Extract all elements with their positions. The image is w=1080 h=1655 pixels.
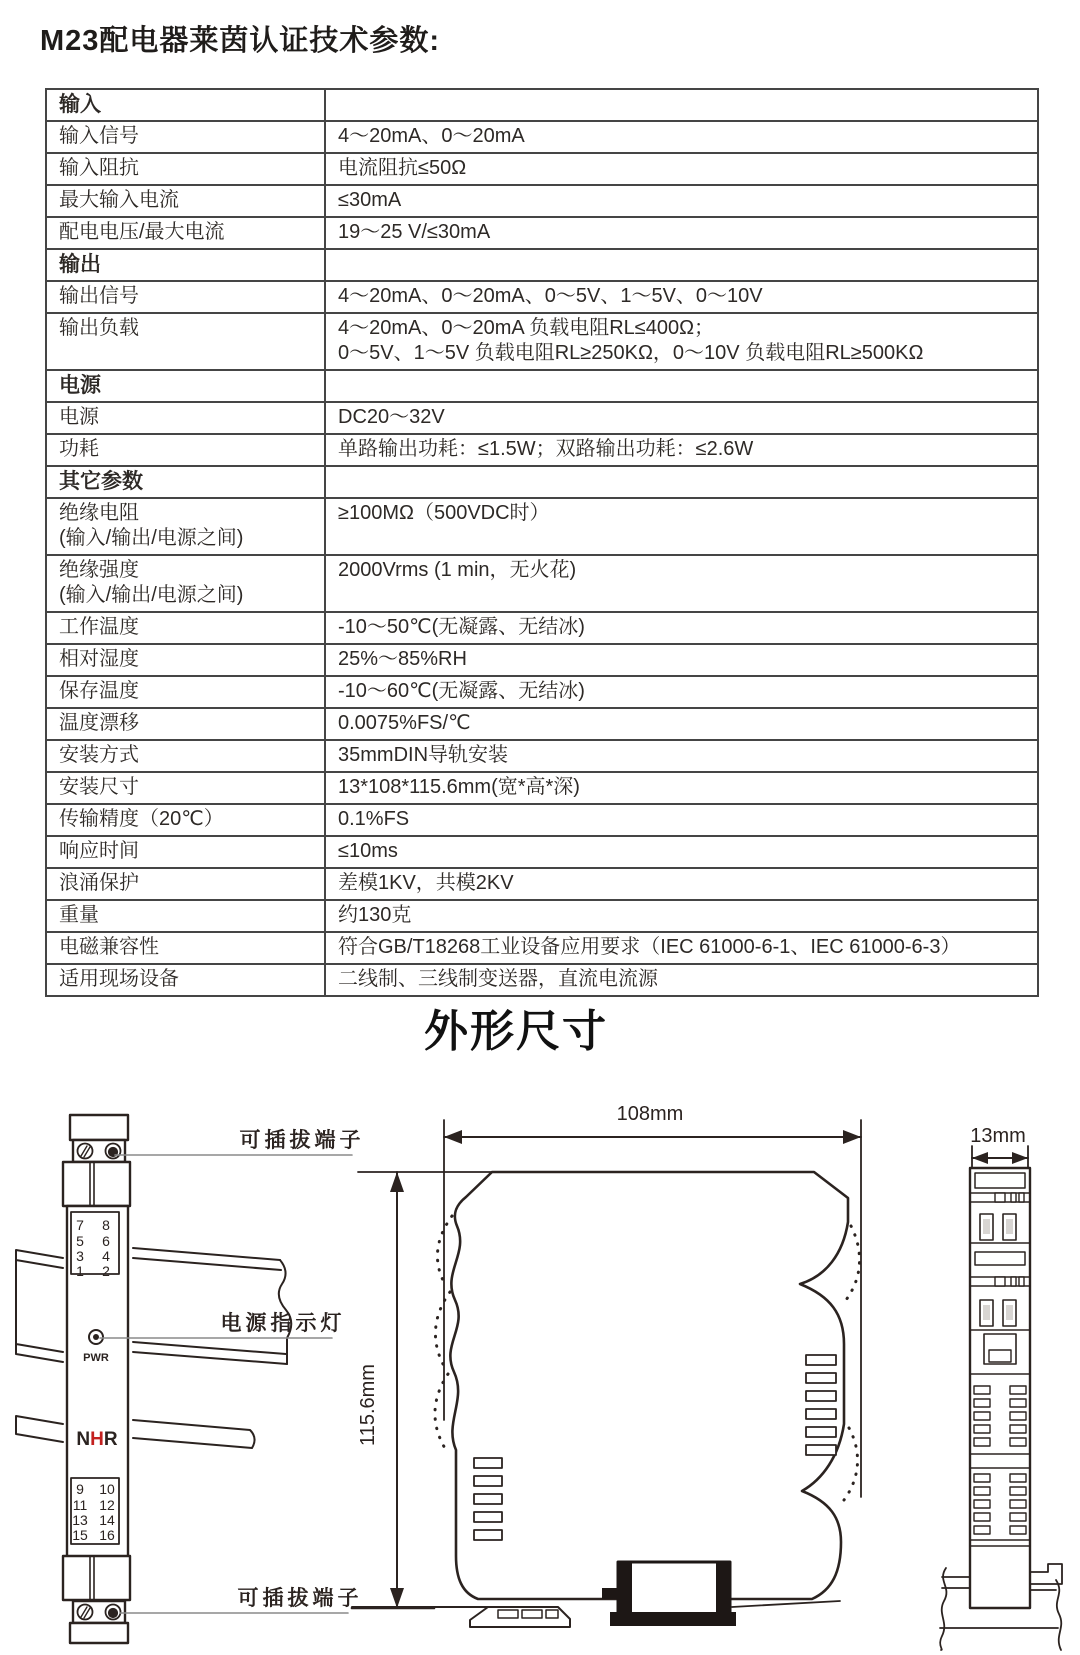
spec-value <box>325 89 1038 121</box>
spec-value: 电流阻抗≤50Ω <box>325 153 1038 185</box>
dim-13-label: 13mm <box>970 1125 1026 1147</box>
spec-value <box>325 249 1038 281</box>
spec-value: 4～20mA、0～20mA <box>325 121 1038 153</box>
table-row <box>46 740 1038 772</box>
svg-text:9: 9 <box>76 1481 84 1497</box>
spec-table-body <box>46 89 1038 996</box>
spec-label: 输出负载 <box>46 313 325 370</box>
spec-label: 传输精度（20℃） <box>46 804 325 836</box>
top-cap <box>70 1115 128 1140</box>
spec-value: 差模1KV，共模2KV <box>325 868 1038 900</box>
spec-label: 输出信号 <box>46 281 325 313</box>
spec-label: 输入信号 <box>46 121 325 153</box>
svg-text:13: 13 <box>72 1512 88 1528</box>
top-collar <box>63 1162 130 1206</box>
spec-value: DC20～32V <box>325 402 1038 434</box>
spec-label: 工作温度 <box>46 612 325 644</box>
table-row <box>46 121 1038 153</box>
dim-108-label: 108mm <box>616 1103 684 1125</box>
spec-value <box>325 466 1038 498</box>
spec-label: 配电电压/最大电流 <box>46 217 325 249</box>
outline-section-title: 外形尺寸 <box>424 1007 608 1056</box>
svg-text:10: 10 <box>99 1481 115 1497</box>
spec-value: ≤30mA <box>325 185 1038 217</box>
svg-text:4: 4 <box>102 1248 110 1264</box>
spec-table <box>45 88 1039 997</box>
spec-label: 绝缘电阻 (输入/输出/电源之间) <box>46 498 325 555</box>
module-front-view <box>63 1115 130 1643</box>
table-row <box>46 900 1038 932</box>
pluggable-top-label: 可插拔端子 <box>239 1129 365 1152</box>
table-row <box>46 964 1038 996</box>
spec-label: 输入 <box>46 89 325 121</box>
table-row <box>46 868 1038 900</box>
table-row <box>46 281 1038 313</box>
svg-text:15: 15 <box>72 1527 88 1543</box>
outline-drawing <box>0 1020 1080 1655</box>
table-row <box>46 313 1038 370</box>
spec-label: 输入阻抗 <box>46 153 325 185</box>
spec-value: 二线制、三线制变送器，直流电流源 <box>325 964 1038 996</box>
spec-value: -10～50℃(无凝露、无结冰) <box>325 612 1038 644</box>
spec-label: 适用现场设备 <box>46 964 325 996</box>
spec-value: ≤10ms <box>325 836 1038 868</box>
svg-text:6: 6 <box>102 1233 110 1249</box>
spec-value: 符合GB/T18268工业设备应用要求（IEC 61000-6-1、IEC 61000-6-3） <box>325 932 1038 964</box>
spec-label: 保存温度 <box>46 676 325 708</box>
spec-label: 输出 <box>46 249 325 281</box>
table-section-row <box>46 466 1038 498</box>
spec-label: 重量 <box>46 900 325 932</box>
spec-value: 25%～85%RH <box>325 644 1038 676</box>
spec-value: 4～20mA、0～20mA、0～5V、1～5V、0～10V <box>325 281 1038 313</box>
table-row <box>46 836 1038 868</box>
dim-115-label: 115.6mm <box>357 1364 379 1446</box>
table-row <box>46 434 1038 466</box>
spec-label: 电源 <box>46 370 325 402</box>
svg-text:7: 7 <box>76 1217 84 1233</box>
dimension-13mm <box>970 1125 1028 1170</box>
spec-label: 最大输入电流 <box>46 185 325 217</box>
module-side-view <box>450 1172 848 1599</box>
spec-value <box>325 370 1038 402</box>
spec-label: 绝缘强度 (输入/输出/电源之间) <box>46 555 325 612</box>
spec-value: 35mmDIN导轨安装 <box>325 740 1038 772</box>
spec-label: 电源 <box>46 402 325 434</box>
module-narrow-view <box>970 1168 1030 1608</box>
table-row <box>46 644 1038 676</box>
table-row <box>46 402 1038 434</box>
brand-logo: NHR <box>76 1429 118 1450</box>
spec-value: 13*108*115.6mm(宽*高*深) <box>325 772 1038 804</box>
svg-text:5: 5 <box>76 1233 84 1249</box>
svg-text:1: 1 <box>76 1263 84 1279</box>
spec-value: 19～25 V/≤30mA <box>325 217 1038 249</box>
spec-value: 2000Vrms (1 min，无火花) <box>325 555 1038 612</box>
spec-label: 功耗 <box>46 434 325 466</box>
table-row <box>46 498 1038 555</box>
svg-text:11: 11 <box>72 1497 88 1513</box>
svg-text:16: 16 <box>99 1527 115 1543</box>
spec-label: 安装尺寸 <box>46 772 325 804</box>
spec-value: 单路输出功耗：≤1.5W；双路输出功耗：≤2.6W <box>325 434 1038 466</box>
table-row <box>46 555 1038 612</box>
table-row <box>46 676 1038 708</box>
table-row <box>46 772 1038 804</box>
spec-label: 温度漂移 <box>46 708 325 740</box>
spec-label: 浪涌保护 <box>46 868 325 900</box>
power-indicator-label: 电源指示灯 <box>220 1312 346 1335</box>
page-title: M23配电器莱茵认证技术参数: <box>40 25 441 57</box>
bottom-collar <box>63 1556 130 1600</box>
spec-label: 其它参数 <box>46 466 325 498</box>
table-row <box>46 153 1038 185</box>
table-row <box>46 932 1038 964</box>
pluggable-bottom-label: 可插拔端子 <box>237 1587 363 1610</box>
pwr-label: PWR <box>83 1352 109 1364</box>
table-section-row <box>46 249 1038 281</box>
spec-value: 4～20mA、0～20mA 负载电阻RL≤400Ω； 0～5V、1～5V 负载电阻RL≥250KΩ，0～10V 负载电阻RL≥500KΩ <box>325 313 1038 370</box>
svg-text:12: 12 <box>99 1497 115 1513</box>
table-row <box>46 217 1038 249</box>
spec-label: 响应时间 <box>46 836 325 868</box>
spec-value: 约130克 <box>325 900 1038 932</box>
svg-text:3: 3 <box>76 1248 84 1264</box>
spec-label: 安装方式 <box>46 740 325 772</box>
callout-labels <box>100 1128 365 1613</box>
table-row <box>46 804 1038 836</box>
spec-value: 0.0075%FS/℃ <box>325 708 1038 740</box>
table-section-row <box>46 370 1038 402</box>
spec-label: 电磁兼容性 <box>46 932 325 964</box>
svg-text:14: 14 <box>99 1512 115 1528</box>
svg-text:8: 8 <box>102 1217 110 1233</box>
spec-value: 0.1%FS <box>325 804 1038 836</box>
svg-text:2: 2 <box>102 1263 110 1279</box>
spec-value: -10～60℃(无凝露、无结冰) <box>325 676 1038 708</box>
spec-label: 相对湿度 <box>46 644 325 676</box>
table-row <box>46 708 1038 740</box>
table-row <box>46 185 1038 217</box>
bottom-cap <box>70 1623 128 1643</box>
spec-value: ≥100MΩ（500VDC时） <box>325 498 1038 555</box>
table-row <box>46 612 1038 644</box>
table-section-row <box>46 89 1038 121</box>
din-rail-left <box>16 1248 291 1448</box>
